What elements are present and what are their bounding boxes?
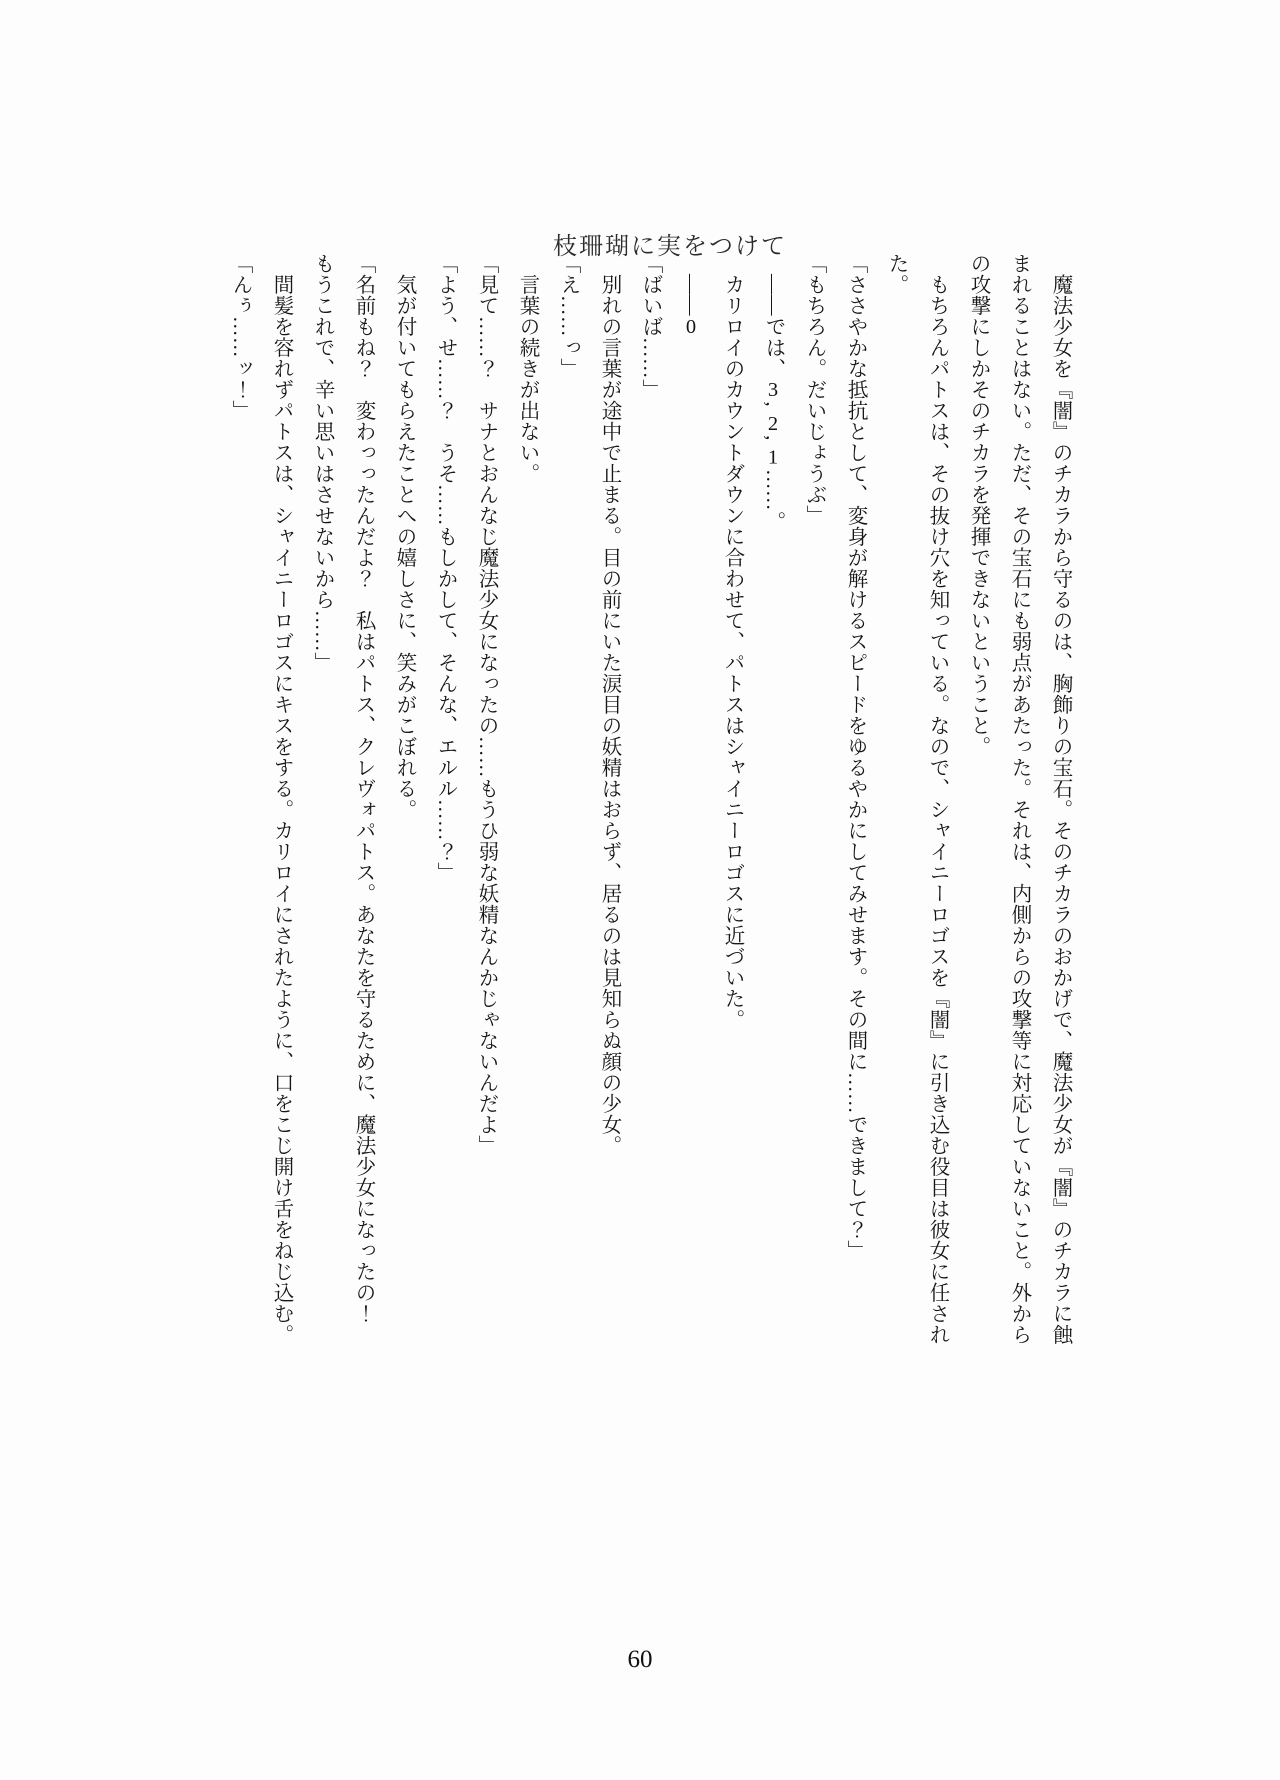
text-line: 言葉の続きが出ない。 bbox=[516, 273, 538, 484]
text-line: 「見て……？ サナとおんなじ魔法少女になったの……もうひ弱な妖精なんかじゃないんだよ」 bbox=[475, 253, 497, 1156]
text-line: カリロイのカウントダウンに合わせて、パトスはシャイニーロゴスに近づいた。 bbox=[721, 273, 743, 1030]
text-line: もちろんパトスは、その抜け穴を知っている。なので、シャイニーロゴスを『闇』に引き込む役目は彼女に任され bbox=[926, 273, 948, 1345]
text-line: 気が付いてもらえたことへの嬉しさに、笑みがこぼれる。 bbox=[393, 273, 415, 820]
text-line: 「名前もね？ 変わっったんだよ？ 私はパトス、クレヴォパトス。あなたを守るために、魔法少女になったの！ bbox=[352, 253, 374, 1324]
text-line: 間髪を容れずパトスは、シャイニーロゴスにキスをする。カリロイにされたように、口をこじ開け舌をねじ込む。 bbox=[270, 273, 292, 1345]
running-header: 枝珊瑚に実をつけて bbox=[553, 234, 787, 260]
vertical-text-block bbox=[218, 253, 1080, 1483]
text-line: 「んぅ……ッ！」 bbox=[229, 253, 251, 421]
text-line: た。 bbox=[885, 253, 907, 295]
text-line: の攻撃にしかそのチカラを発揮できないということ。 bbox=[967, 253, 989, 757]
text-line: 「ばいば……」 bbox=[639, 253, 661, 400]
page-number: 60 bbox=[627, 1646, 653, 1673]
text-line: もうこれで、辛い思いはさせないから……」 bbox=[311, 253, 333, 673]
text-line: 「ささやかな抵抗として、変身が解けるスピードをゆるやかにしてみせます。その間に……できまして？」 bbox=[844, 253, 866, 1261]
text-line: 別れの言葉が途中で止まる。目の前にいた涙目の妖精はおらず、居るのは見知らぬ顔の少女。 bbox=[598, 273, 620, 1156]
text-line: ――では、3, 2, 1……。 bbox=[762, 273, 784, 532]
text-line: 「よう、せ……？ うそ……もしかして、そんな、エルル……？」 bbox=[434, 253, 456, 883]
text-line: ――0 bbox=[680, 273, 702, 338]
text-line: 魔法少女を『闇』のチカラから守るのは、胸飾りの宝石。そのチカラのおかげで、魔法少女が『闇』のチカラに蝕 bbox=[1049, 273, 1071, 1345]
text-line: 「もちろん。だいじょうぶ」 bbox=[803, 253, 825, 526]
text-line: まれることはない。ただ、その宝石にも弱点があたった。それは、内側からの攻撃等に対応していないこと。外から bbox=[1008, 253, 1030, 1345]
text-line: 「え……っ」 bbox=[557, 253, 579, 379]
